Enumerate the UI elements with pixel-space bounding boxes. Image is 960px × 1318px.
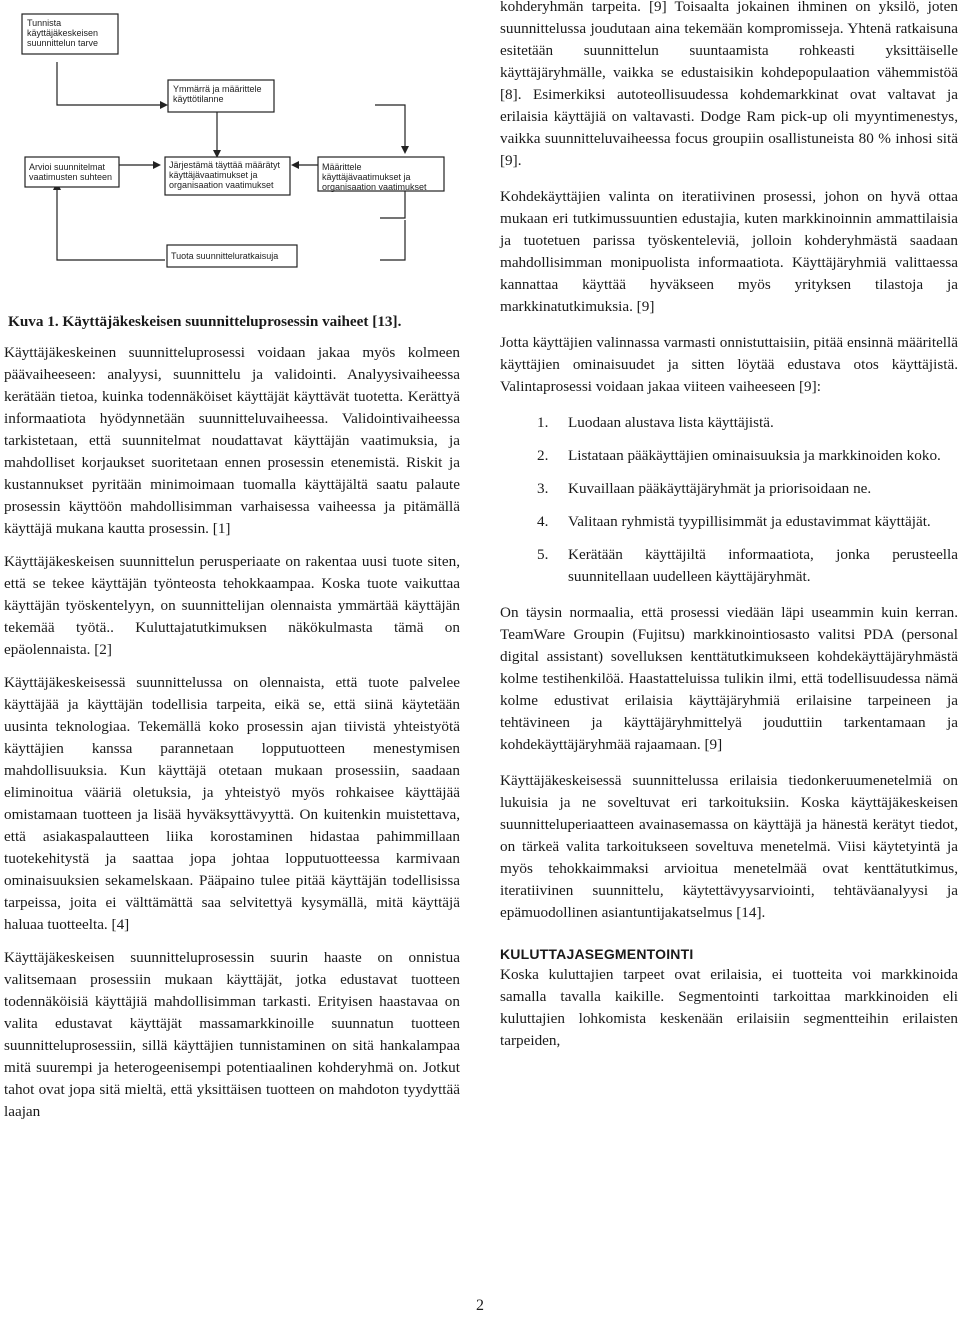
box-need-label: Tunnista käyttäjäkeskeisen suunnittelun tarve: [27, 18, 99, 48]
paragraph: Käyttäjäkeskeinen suunnitteluprosessi voidaan jakaa myös kolmeen päävaiheeseen: analyysi, suunnittelu ja validointi. Analyysivaiheessa kerätään tietoa, kuinka todennäköiset käyttäjät käyttävät tuotetta. Kerättyä informaatiota hyödynnetään suunnitteluvaiheessa. Validointivaiheessa tarkistetaan, että suunnitelmat noudattavat käyttäjän vaatimuksia, ja mahdolliset korjaukset suoritetaan ennen prosessin etenemistä. Riskit ja kustannukset pyritään minimoimaan tuomalla käyttäjältä saatu palaute prosessin käyttöön mahdollisimman varhaisessa vaiheessa ja pitämällä käyttäjä mukana kautta prosessin. [1]: [4, 344, 460, 537]
selection-steps-list: [500, 412, 958, 588]
list-number: 5.: [537, 546, 549, 563]
paragraph: kohderyhmän tarpeita. [9] Toisaalta jokainen ihminen on yksilö, joten suunnittelussa joudutaan aina tekemään kompromisseja. Yhtenä ratkaisuna esitetään suunnittelun suuntaamista rohkeasti yksittäiselle käyttäjäryhmälle, vaikka se edustaisikin kohdepopulaation vähemmistöä [8]. Esimerkiksi autoteollisuudessa kohdemarkkinat ovat valtavat ja erilaisia käyttäjiä on valtavasti. Dodge Ram pick-up oli myyntimenestys, vaikka suunnitteluvaiheessa focus groupiin osallistuneista 80 % inhosi sitä [9].: [500, 0, 958, 169]
list-text: Valitaan ryhmistä tyypillisimmät ja edustavimmat käyttäjät.: [568, 513, 931, 530]
box-solutions-label: Tuota suunnitteluratkaisuja: [171, 251, 279, 261]
paragraph: Jotta käyttäjien valinnassa varmasti onnistuttaisiin, pitää ensinnä määritellä käyttäjien ominaisuudet ja sitten löytää edustava otos käyttäjistä. Valintaprosessi voidaan jakaa viiteen vaiheeseen [9]:: [500, 334, 958, 395]
page-number: 2: [476, 1297, 484, 1314]
list-number: 2.: [537, 447, 549, 464]
paragraph: On täysin normaalia, että prosessi viedään läpi useammin kuin kerran. TeamWare Groupin (Fujitsu) markkinointiosasto valitsi PDA (personal digital assistant) sovelluksen kenttätutkimukseen kohdekäyttäjäryhmästä kolme testihenkilöä. Haastatteluissa tulikin ilmi, että todellisuudessa nämä kolme edustivat erilaisia käyttäjäryhmiä erilaisine tarpeineen ja tehtävineen ja käyttäjäryhmittelyä jouduttiin tarkentamaan ja kohdekäyttäjäryhmää rajaamaan. [9]: [500, 604, 958, 753]
paragraph: Kohdekäyttäjien valinta on iteratiivinen prosessi, johon on hyvä ottaa mukaan eri tutkimussuuntien edustajia, kuten markkinoinnin ammattilaisia ja tuotetuen parissa työskenteleviä, jolloin kohderyhmästä saadaan mahdollisimman monipuolista informaatiota. Käyttäjäryhmiä valittaessa kannattaa käyttää hyväkseen myös yrityksen tilastoja ja markkinatutkimuksia. [9]: [500, 188, 958, 315]
arrow-to-requirements: [375, 105, 405, 148]
right-column: [500, 0, 958, 1063]
paragraph: Käyttäjäkeskeisen suunnitteluprosessin suurin haaste on onnistua valitsemaan prosessiin mukaan käyttäjät, jotka edustavat tuotteen todennäköisiä käyttäjiä mahdollisimman tarkasti. Erityisen haastavaa on valita edustavat käyttäjät massamarkkinoille suunnatun tuotteen suunnitteluprosessiin, sillä käyttäjien tunnistaminen on sitä hankalampaa mitä suurempi ja heterogeenisempi potentiaalinen kohderyhmä on. Jotkut tahot ovat jopa sitä mieltä, että yksittäisen tuotteen on mahdoton tyydyttää laajan: [4, 949, 460, 1120]
box-fulfil-label: Järjestämä täyttää määrätyt käyttäjävaatimukset ja organisaation vaatimukset: [169, 160, 281, 190]
box-context-label: Ymmärrä ja määrittele käyttötilanne: [173, 84, 262, 104]
figure-caption: Kuva 1. Käyttäjäkeskeisen suunnitteluprosessin vaiheet [13].: [8, 313, 402, 330]
diagram-boxes: [22, 14, 444, 267]
section-heading: KULUTTAJASEGMENTOINTI: [500, 946, 694, 962]
paragraph: Koska kuluttajien tarpeet ovat erilaisia, ei tuotteita voi markkinoida samalla tavalla kaikille. Segmentointi tarkoittaa markkinoiden eli kuluttajien lohkomista keskenään erilaisiin segmentteihin erilaisten tarpeiden,: [500, 966, 958, 1049]
list-text: Luodaan alustava lista käyttäjistä.: [568, 414, 774, 431]
arrow-req-to-solutions: [380, 188, 405, 218]
list-item: [500, 445, 958, 467]
arrow-solutions-to-evaluate: [57, 188, 165, 260]
list-item: [500, 544, 958, 588]
process-diagram: [0, 0, 460, 300]
arrow-solutions-loop: [380, 220, 405, 260]
list-text: Listataan pääkäyttäjien ominaisuuksia ja markkinoiden koko.: [568, 447, 941, 464]
box-evaluate-label: Arvioi suunnitelmat vaatimusten suhteen: [29, 162, 113, 182]
box-requirements-label: Määrittele käyttäjävaatimukset ja organisaation vaatimukset: [322, 162, 427, 192]
list-item: [500, 478, 958, 500]
paragraph: Käyttäjäkeskeisen suunnittelun perusperiaate on rakentaa uusi tuote siten, että se tekee käyttäjän työnteosta tehokkaampaa. Koska tuote vaikuttaa käyttäjän työskentelyyn, on suunnittelijan olennaista ymmärtää käyttäjän tekemää työtä.. Kuluttajatutkimuksen näkökulmasta tämä on epäolennaista. [2]: [4, 553, 460, 658]
list-text: Kuvaillaan pääkäyttäjäryhmät ja priorisoidaan ne.: [568, 480, 872, 497]
list-number: 4.: [537, 513, 549, 530]
process-figure: [0, 0, 460, 300]
list-item: [500, 511, 958, 533]
list-number: 3.: [537, 480, 549, 497]
list-number: 1.: [537, 414, 549, 431]
list-text: Kerätään käyttäjiltä informaatiota, jonka perusteella suunnitellaan uudelleen käyttäjäryhmät.: [568, 546, 958, 585]
paragraph: Käyttäjäkeskeisessä suunnittelussa on olennaista, että tuote palvelee käyttäjää ja käyttäjän todellisia tarpeita, eikä se, että siinä käytetään uusinta teknologiaa. Tekemällä koko prosessin ajan tiivistä yhteistyötä käyttäjien kanssa parannetaan lopputuotteen menestymisen mahdollisuuksia. Kun käyttäjä otetaan mukaan prosessiin, saadaan eliminoitua vääriä oletuksia, ja yhteistyö myös rohkaisee käyttäjää omistamaan tuotteen ja lisää hyväksyttävyyttä. On kuitenkin muistettava, että asiakaspalautteen liika korostaminen hidastaa pahimmillaan tuotekehitystä ja saattaa jopa johtaa lopputuotteessa karmivaan ominaisuuksien sekamelskaan. Pääpaino tulee pitää käyttäjän todellisissa tarpeissa, joita ei välttämättä saa selvitettyä kysymällä, mitä käyttäjä haluaa tuotteelta. [4]: [4, 674, 460, 933]
paragraph: Käyttäjäkeskeisessä suunnittelussa erilaisia tiedonkeruumenetelmiä on lukuisia ja ne soveltuvat eri tarkoituksiin. Koska käyttäjäkeskeisen suunnitteluperiaatteen avainasemassa on käyttäjä ja hänestä kerätyt tiedot, on tärkeä valita tarkoitukseen soveltuva menetelmä. Viisi käytetyintä ja myös tehokkaimmaksi arvioitua menetelmää ovat kenttätutkimus, iteratiivinen suunnittelu, käytettävyysarviointi, tehtäväanalyysi ja epämuodollinen asiantuntijakatselmus [14].: [500, 772, 958, 921]
left-body: [4, 342, 460, 1134]
list-item: [500, 412, 958, 434]
arrow-need-to-context: [57, 62, 160, 105]
